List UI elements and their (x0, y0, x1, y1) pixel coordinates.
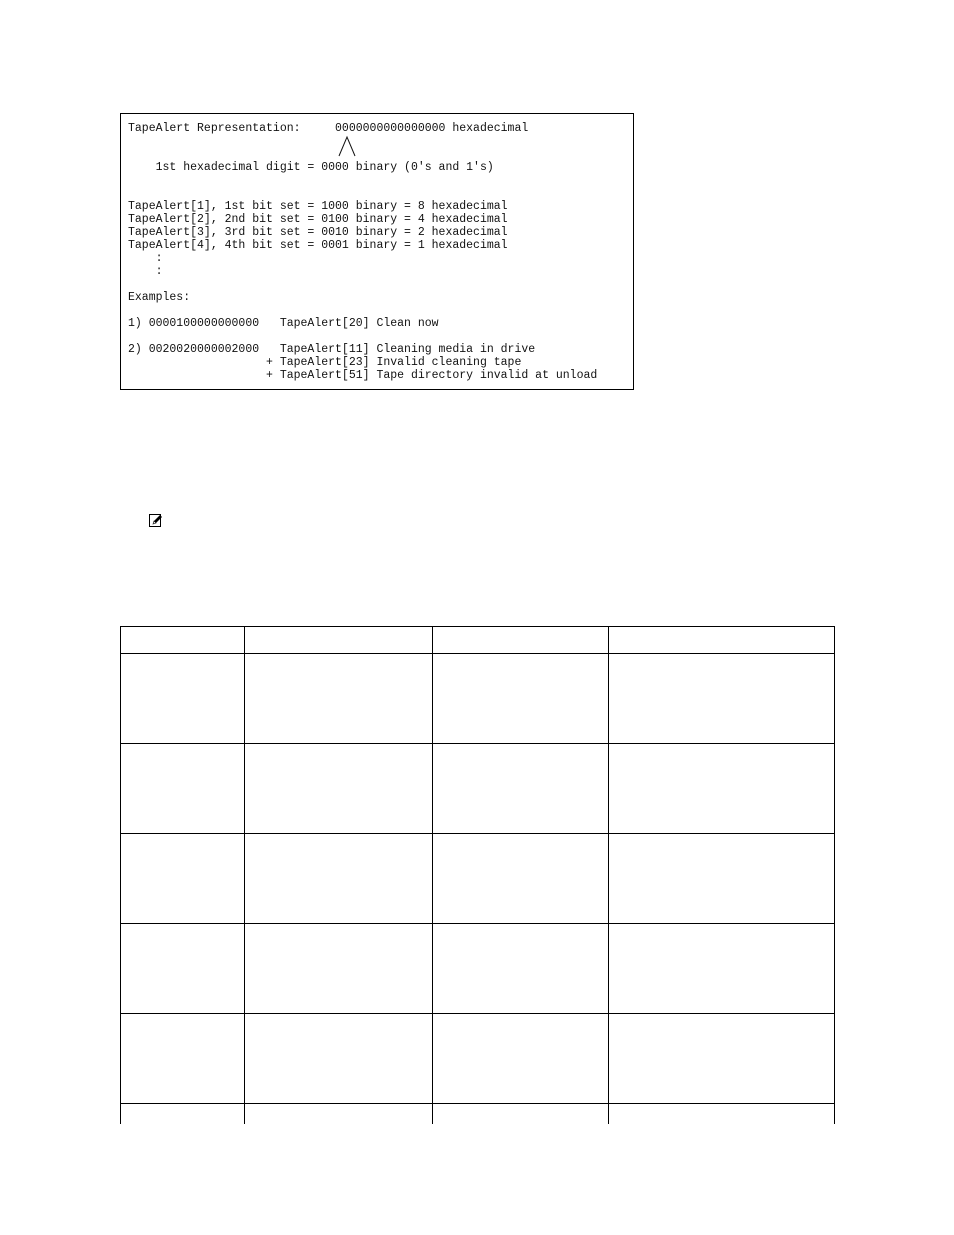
tapealert-figure (120, 113, 634, 390)
table-cell (245, 1014, 433, 1104)
table-cell (433, 744, 609, 834)
table-cell (433, 654, 609, 744)
table-row (121, 1104, 835, 1125)
table-cell (121, 924, 245, 1014)
note-pencil-icon (149, 514, 163, 527)
table-cell (245, 744, 433, 834)
figure-line: 1) 0000100000000000 TapeAlert[20] Clean now (128, 317, 439, 330)
table-cell (245, 654, 433, 744)
figure-line: TapeAlert[3], 3rd bit set = 0010 binary = 2 hexadecimal (128, 226, 508, 239)
figure-line: TapeAlert[4], 4th bit set = 0001 binary = 1 hexadecimal (128, 239, 508, 252)
table-cell (609, 744, 835, 834)
table-cell (609, 834, 835, 924)
table-cell (609, 1014, 835, 1104)
table-row (121, 924, 835, 1014)
table-cell (433, 1014, 609, 1104)
figure-line: + TapeAlert[23] Invalid cleaning tape (128, 356, 522, 369)
table-cell (433, 1104, 609, 1125)
figure-line: : (128, 252, 163, 265)
table-header-row (121, 627, 835, 654)
first-digit-caret (336, 134, 360, 158)
table-cell (121, 654, 245, 744)
table-cell (245, 1104, 433, 1125)
table-row (121, 744, 835, 834)
table-header-cell (245, 627, 433, 654)
table-row (121, 834, 835, 924)
table-cell (245, 834, 433, 924)
figure-line: TapeAlert[1], 1st bit set = 1000 binary = 8 hexadecimal (128, 200, 508, 213)
table-cell (121, 744, 245, 834)
table-row (121, 1014, 835, 1104)
table-cell (121, 1014, 245, 1104)
table-cell (609, 1104, 835, 1125)
figure-line: : (128, 265, 163, 278)
table-header-cell (433, 627, 609, 654)
table-cell (121, 834, 245, 924)
figure-line: TapeAlert[2], 2nd bit set = 0100 binary = 4 hexadecimal (128, 213, 508, 226)
table-header-cell (609, 627, 835, 654)
figure-line: TapeAlert Representation: 0000000000000000 hexadecimal (128, 122, 529, 135)
table-cell (245, 924, 433, 1014)
figure-text (128, 122, 597, 382)
table-cell (609, 924, 835, 1014)
table-header-cell (121, 627, 245, 654)
tapealert-table (120, 626, 835, 1124)
figure-line: 1st hexadecimal digit = 0000 binary (0's and 1's) (128, 161, 494, 174)
table-cell (433, 834, 609, 924)
table-row (121, 654, 835, 744)
table-cell (121, 1104, 245, 1125)
figure-line: + TapeAlert[51] Tape directory invalid at unload (128, 369, 598, 382)
figure-line: 2) 0020020000002000 TapeAlert[11] Cleaning media in drive (128, 343, 536, 356)
table-cell (433, 924, 609, 1014)
figure-line: Examples: (128, 291, 191, 304)
table-cell (609, 654, 835, 744)
